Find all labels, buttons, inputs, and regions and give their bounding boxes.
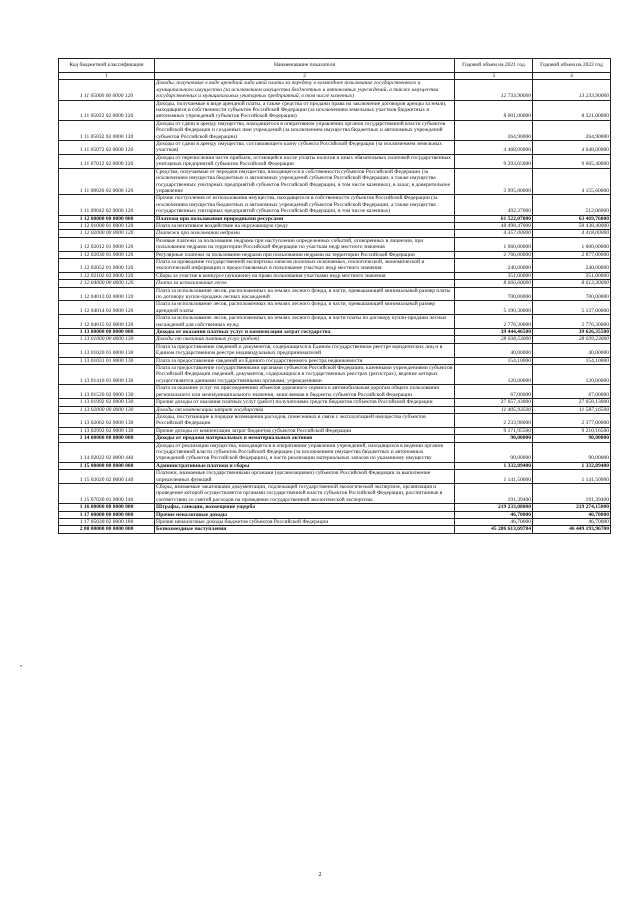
row-value-2021: 46,70000: [455, 511, 533, 518]
header-num-1: 1: [59, 73, 155, 80]
row-value-2022: 4 648,00000: [533, 141, 611, 155]
row-name: Безвозмездные поступления: [155, 526, 455, 533]
table-row: [59, 442, 611, 462]
row-code: 1 14 00000 00 0000 000: [59, 435, 155, 442]
row-value-2021: 40,00000: [455, 343, 533, 357]
row-value-2022: 40,00000: [533, 343, 611, 357]
row-value-2022: 351,00000: [533, 272, 611, 279]
row-code: 1 11 07012 02 0000 120: [59, 154, 155, 168]
row-code: 1 12 04014 02 0000 120: [59, 301, 155, 315]
margin-mark: •: [20, 664, 23, 670]
row-code: 1 12 02030 01 0000 120: [59, 251, 155, 258]
row-name: Платежи при пользовании природными ресурсами: [155, 215, 455, 222]
row-code: 1 12 02102 02 0000 120: [59, 272, 155, 279]
row-code: 1 16 00000 00 0000 000: [59, 504, 155, 511]
row-value-2022: 1 141,50000: [533, 470, 611, 484]
row-value-2022: 1 000,00000: [533, 237, 611, 251]
row-name: Прочие поступления от использования имущества, находящегося в собственности субъектов Российской Федерации (за исключением имущества бюджетных и автономных учреждений субъектов Российской Федерации, а также имущества государственных унитарных предприятий субъектов Российской Федерации, в том числе казенных): [155, 195, 455, 215]
table-row: [59, 80, 611, 100]
header-name: Наименование показателя: [155, 59, 455, 73]
row-name: Средства, получаемые от передачи имущества, находящегося в собственности субъектов Российской Федерации (за исключением имущества бюджетных и автономных учреждений субъектов Российской Федерации, а также имущества государственных унитарных предприятий субъектов Российской Федерации, в том числе казенных), в залог, в доверительное управление: [155, 168, 455, 195]
row-code: 1 11 05022 02 0000 120: [59, 100, 155, 120]
header-code: Код бюджетной классификации: [59, 59, 155, 73]
row-value-2022: 27 658,13000: [533, 399, 611, 406]
row-code: 1 13 01020 01 0000 130: [59, 343, 155, 357]
table-row: [59, 413, 611, 427]
row-name: Плата за использование лесов, расположенных на землях лесного фонда, в части, превышающей минимальный размер платы по договору купли-продажи лесных насаждений: [155, 287, 455, 301]
row-name: Прочие доходы от компенсации затрат бюджетов субъектов Российской Федерации: [155, 427, 455, 434]
row-value-2022: 90,00000: [533, 442, 611, 462]
table-row: [59, 511, 611, 518]
table-row: [59, 470, 611, 484]
row-code: 1 15 02020 02 0000 140: [59, 470, 155, 484]
row-value-2021: 492,37000: [455, 195, 533, 215]
row-value-2022: 219 274,15000: [533, 504, 611, 511]
table-row: [59, 427, 611, 434]
row-code: 1 12 02052 01 0000 120: [59, 258, 155, 272]
table-row: [59, 301, 611, 315]
row-value-2022: 50 438,40000: [533, 222, 611, 229]
header-2022: Годовой объем на 2022 год: [533, 59, 611, 73]
page-number: 2: [318, 872, 322, 878]
row-code: 1 12 00000 00 0000 000: [59, 215, 155, 222]
row-name: Платежи, взимаемые государственными органами (организациями) субъектов Российской Федерации за выполнение определенных функций: [155, 470, 455, 484]
row-code: 1 13 02000 00 0000 130: [59, 406, 155, 413]
row-value-2022: 67,00000: [533, 385, 611, 399]
table-row: [59, 329, 611, 336]
row-value-2022: 120,00000: [533, 365, 611, 385]
table-row: [59, 504, 611, 511]
row-value-2021: 90,00000: [455, 435, 533, 442]
table-row: [59, 237, 611, 251]
row-value-2022: 4 418,00000: [533, 230, 611, 237]
table-row: [59, 365, 611, 385]
row-code: 1 12 04015 02 0000 120: [59, 315, 155, 329]
row-value-2021: 11 405,93500: [455, 406, 533, 413]
row-code: 1 11 09042 02 0000 120: [59, 195, 155, 215]
row-value-2022: 2 776,30000: [533, 315, 611, 329]
row-value-2022: 28 039,23000: [533, 336, 611, 343]
row-name: Доходы от продажи материальных и нематериальных активов: [155, 435, 455, 442]
row-name: Регулярные платежи за пользование недрами при пользовании недрами на территории Российской Федерации: [155, 251, 455, 258]
row-value-2022: 9 665,40000: [533, 154, 611, 168]
row-value-2021: 8 001,00000: [455, 100, 533, 120]
row-value-2021: 9 293,65000: [455, 154, 533, 168]
row-code: 1 14 02022 02 0000 440: [59, 442, 155, 462]
table-row: [59, 435, 611, 442]
row-code: 1 13 01992 02 0000 130: [59, 399, 155, 406]
row-name: Доходы, получаемые в виде арендной либо иной платы за передачу в возмездное пользование государственного и муниципального имущества (за исключением имущества бюджетных и автономных учреждений, а также имущества государственных и муниципальных унитарных предприятий, в том числе казенных): [155, 80, 455, 100]
table-row: [59, 526, 611, 533]
table-row: [59, 222, 611, 229]
row-code: 1 11 08020 02 0000 120: [59, 168, 155, 195]
row-value-2021: 61 522,07000: [455, 215, 533, 222]
row-value-2022: 90,00000: [533, 435, 611, 442]
row-value-2021: 27 657,43000: [455, 399, 533, 406]
row-code: 1 17 00000 00 0000 000: [59, 511, 155, 518]
row-value-2021: 1 060,00000: [455, 237, 533, 251]
table-row: [59, 462, 611, 469]
table-row: [59, 315, 611, 329]
row-code: 1 17 05020 02 0000 180: [59, 519, 155, 526]
table-row: [59, 141, 611, 155]
row-name: Доходы от сдачи в аренду имущества, находящегося в оперативном управлении органов государственной власти субъектов Российской Федерации и созданных ими учреждений (за исключением имущества бюджетных и автономных учреждений субъектов Российской Федерации): [155, 120, 455, 140]
row-value-2021: 45 286 613,69784: [455, 526, 533, 533]
row-name: Плата за предоставление государственными органами субъектов Российской Федерации, казенными учреждениями субъектов Российской Федерации сведений, документов, содержащихся в государственных реестрах (регистрах), ведение которых осуществляется данными государственными органами, учреждениями: [155, 365, 455, 385]
row-code: 1 11 05000 00 0000 120: [59, 80, 155, 100]
row-value-2021: 4 468,00000: [455, 141, 533, 155]
table-row: [59, 230, 611, 237]
table-row: [59, 385, 611, 399]
row-name: Доходы от компенсации затрат государства: [155, 406, 455, 413]
row-name: Плата за проведение государственной экспертизы запасов полезных ископаемых, геологической, экономической и экологической информации о предоставляемых в пользование участках недр местного значения: [155, 258, 455, 272]
row-code: 1 13 02062 02 0000 130: [59, 413, 155, 427]
table-row: [59, 287, 611, 301]
row-code: 2 00 00000 00 0000 000: [59, 526, 155, 533]
header-num-2: 2: [155, 73, 455, 80]
table-row: [59, 336, 611, 343]
row-name: Доходы от оказания платных услуг и компенсации затрат государства: [155, 329, 455, 336]
table-row: [59, 357, 611, 364]
row-value-2021: 240,00000: [455, 258, 533, 272]
row-value-2021: 9 171,95500: [455, 427, 533, 434]
row-value-2021: 8 666,60000: [455, 280, 533, 287]
table-row: [59, 100, 611, 120]
row-value-2022: 264,90000: [533, 120, 611, 140]
row-value-2021: 700,00000: [455, 287, 533, 301]
row-name: Плата за использование лесов: [155, 280, 455, 287]
row-name: Доходы от сдачи в аренду имущества, составляющего казну субъекта Российской Федерации (за исключением земельных участков): [155, 141, 455, 155]
table-row: [59, 120, 611, 140]
header-num-4: 4: [533, 73, 611, 80]
row-value-2021: 5 190,30000: [455, 301, 533, 315]
row-name: Плата за негативное воздействие на окружающую среду: [155, 222, 455, 229]
table-row: [59, 215, 611, 222]
row-value-2021: 12 733,90000: [455, 80, 533, 100]
row-name: Доходы, поступающие в порядке возмещения расходов, понесенных в связи с эксплуатацией имущества субъектов Российской Федерации: [155, 413, 455, 427]
table-row: [59, 280, 611, 287]
row-name: Плата за оказание услуг по присоединению объектов дорожного сервиса к автомобильным дорогам общего пользования регионального или межмуниципального значения, зачисляемая в бюджеты субъектов Российской Федерации: [155, 385, 455, 399]
row-value-2022: 11 587,16500: [533, 406, 611, 413]
row-value-2021: 28 038,53000: [455, 336, 533, 343]
row-name: Административные платежи и сборы: [155, 462, 455, 469]
row-name: Платежи при пользовании недрами: [155, 230, 455, 237]
row-name: Сборы за участие в конкурсе (аукционе) на право пользования участками недр местного значения: [155, 272, 455, 279]
table-row: [59, 343, 611, 357]
row-code: 1 12 02000 00 0000 120: [59, 230, 155, 237]
row-code: 1 11 05072 02 0000 120: [59, 141, 155, 155]
table-row: [59, 399, 611, 406]
row-name: Прочие неналоговые доходы: [155, 511, 455, 518]
row-value-2021: 2 233,98000: [455, 413, 533, 427]
row-value-2022: 46 449 193,96700: [533, 526, 611, 533]
table-row: [59, 519, 611, 526]
row-code: 1 12 01000 01 0000 120: [59, 222, 155, 229]
row-value-2022: 1 332,89400: [533, 462, 611, 469]
table-row: [59, 195, 611, 215]
row-value-2022: 8 613,30000: [533, 280, 611, 287]
row-value-2021: 2 776,30000: [455, 315, 533, 329]
header-2021: Годовой объем на 2021 год: [455, 59, 533, 73]
row-value-2021: 219 233,08000: [455, 504, 533, 511]
row-value-2022: 63 469,76000: [533, 215, 611, 222]
row-name: Плата за предоставление сведений и документов, содержащихся в Едином государственном реестре юридических лиц и в Едином государственном реестре индивидуальных предпринимателей: [155, 343, 455, 357]
row-name: Доходы от оказания платных услуг (работ): [155, 336, 455, 343]
row-code: 1 13 02992 02 0000 130: [59, 427, 155, 434]
row-value-2021: 1 141,50000: [455, 470, 533, 484]
row-value-2022: 2 877,00000: [533, 251, 611, 258]
row-value-2021: 351,00000: [455, 272, 533, 279]
row-name: Доходы от реализации имущества, находящегося в оперативном управлении учреждений, находящихся в ведении органов государственной власти субъектов Российской Федерации (за исключением имущества бюджетных и автономных учреждений субъектов Российской Федерации), в части реализации материальных запасов по указанному имуществу: [155, 442, 455, 462]
row-value-2022: 191,39400: [533, 483, 611, 503]
row-value-2022: 240,00000: [533, 258, 611, 272]
row-value-2021: 154,10000: [455, 357, 533, 364]
row-value-2021: 191,39400: [455, 483, 533, 503]
row-value-2021: 90,00000: [455, 442, 533, 462]
table-row: [59, 154, 611, 168]
row-name: Разовые платежи за пользование недрами при наступлении определенных событий, оговоренных в лицензии, при пользовании недрами на территории Российской Федерации по участкам недр местного значения: [155, 237, 455, 251]
row-name: Плата за предоставление сведений из Единого государственного реестра недвижимости: [155, 357, 455, 364]
row-code: 1 13 01000 00 0000 130: [59, 336, 155, 343]
row-value-2021: 4 357,00000: [455, 230, 533, 237]
header-num-3: 3: [455, 73, 533, 80]
table-header: [59, 59, 611, 80]
row-code: 1 15 00000 00 0000 000: [59, 462, 155, 469]
row-value-2021: 2 766,00000: [455, 251, 533, 258]
row-name: Штрафы, санкции, возмещение ущерба: [155, 504, 455, 511]
row-name: Доходы, получаемые в виде арендной платы, а также средства от продажи права на заключение договоров аренды за земли, находящиеся в собственности субъектов Российской Федерации (за исключением земельных участков бюджетных и автономных учреждений субъектов Российской Федерации): [155, 100, 455, 120]
row-value-2022: 5 137,00000: [533, 301, 611, 315]
row-code: 1 12 02012 01 0000 120: [59, 237, 155, 251]
table-row: [59, 251, 611, 258]
row-name: Плата за использование лесов, расположенных на землях лесного фонда, в части платы по договору купли-продажи лесных насаждений для собственных нужд: [155, 315, 455, 329]
row-name: Прочие неналоговые доходы бюджетов субъектов Российской Федерации: [155, 519, 455, 526]
row-value-2022: 700,00000: [533, 287, 611, 301]
row-value-2021: 264,90000: [455, 120, 533, 140]
row-value-2022: 13 233,90000: [533, 80, 611, 100]
row-value-2021: 1 332,89400: [455, 462, 533, 469]
row-value-2022: 8 321,00000: [533, 100, 611, 120]
row-value-2022: 46,70000: [533, 511, 611, 518]
row-code: 1 13 00000 00 0000 000: [59, 329, 155, 336]
table-row: [59, 406, 611, 413]
row-value-2021: 120,00000: [455, 365, 533, 385]
table-row: [59, 168, 611, 195]
revenue-table: [58, 58, 611, 534]
row-value-2022: 4 155,60000: [533, 168, 611, 195]
row-value-2022: 154,10000: [533, 357, 611, 364]
row-code: 1 15 07020 01 0000 140: [59, 483, 155, 503]
row-value-2022: 2 377,00000: [533, 413, 611, 427]
row-code: 1 12 04000 00 0000 120: [59, 280, 155, 287]
row-code: 1 11 05032 02 0000 120: [59, 120, 155, 140]
table-row: [59, 258, 611, 272]
row-name: Сборы, взимаемые заказчиками документации, подлежащей государственной экологической экспертизе, организация и проведение которой осуществляется органами государственной власти субъектов Российской Федерации, рассчитанные в соответствии со сметой расходов на проведение государственной экологической экспертизы: [155, 483, 455, 503]
row-value-2022: 46,70000: [533, 519, 611, 526]
table-row: [59, 483, 611, 503]
row-value-2022: 512,06000: [533, 195, 611, 215]
table-body: [59, 80, 611, 533]
row-value-2021: 48 498,47000: [455, 222, 533, 229]
table-row: [59, 272, 611, 279]
row-value-2022: 39 626,35500: [533, 329, 611, 336]
row-code: 1 13 01410 01 0000 130: [59, 365, 155, 385]
row-value-2021: 3 995,80000: [455, 168, 533, 195]
row-value-2022: 9 210,16500: [533, 427, 611, 434]
row-value-2021: 39 444,46500: [455, 329, 533, 336]
row-name: Плата за использование лесов, расположенных на землях лесного фонда, в части, превышающей минимальный размер арендной платы: [155, 301, 455, 315]
row-name: Прочие доходы от оказания платных услуг (работ) получателями средств бюджетов субъектов Российской Федерации: [155, 399, 455, 406]
row-value-2021: 46,70000: [455, 519, 533, 526]
document-page: [58, 58, 610, 534]
row-code: 1 12 04013 02 0000 120: [59, 287, 155, 301]
row-value-2021: 67,00000: [455, 385, 533, 399]
row-code: 1 13 01031 01 0000 130: [59, 357, 155, 364]
row-code: 1 13 01520 02 0000 130: [59, 385, 155, 399]
row-name: Доходы от перечисления части прибыли, остающейся после уплаты налогов и иных обязательных платежей государственных унитарных предприятий субъектов Российской Федерации: [155, 154, 455, 168]
